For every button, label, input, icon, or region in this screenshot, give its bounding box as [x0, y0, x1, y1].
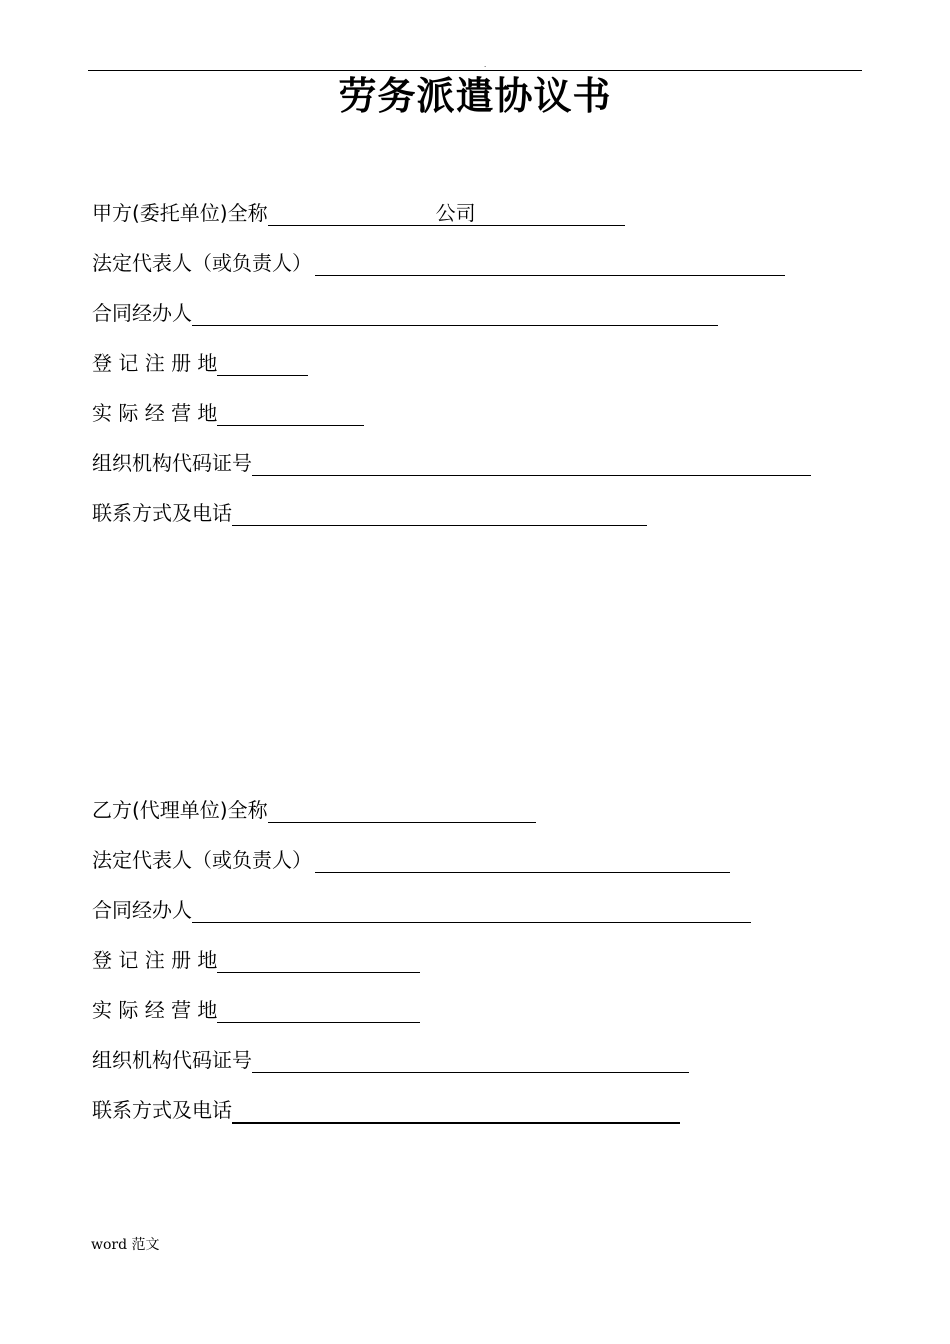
party-a-legal-rep-blank[interactable]	[315, 249, 785, 276]
party-b-legal-rep-label: 法定代表人（或负责人）	[92, 848, 312, 872]
party-a-business-address-field	[92, 399, 892, 449]
party-a-registered-address-field	[92, 349, 892, 399]
party-b-registered-address-field	[92, 946, 892, 996]
party-b-org-code-blank[interactable]	[252, 1046, 689, 1073]
party-a-org-code-label: 组织机构代码证号	[92, 451, 252, 475]
party-a-full-name-value: 公司	[435, 201, 476, 225]
party-a-contact-label: 联系方式及电话	[92, 501, 232, 525]
party-b-contact-label: 联系方式及电话	[92, 1098, 232, 1122]
party-a-contact-field	[92, 499, 892, 549]
party-b-org-code-field	[92, 1046, 892, 1096]
party-a-org-code-field	[92, 449, 892, 499]
party-b-business-address-field	[92, 996, 892, 1046]
party-a-handler-label: 合同经办人	[92, 301, 192, 325]
party-a-org-code-blank[interactable]	[252, 449, 811, 476]
header-dot: .	[484, 61, 487, 69]
party-a-business-address-blank[interactable]	[217, 399, 364, 426]
party-b-handler-field	[92, 896, 892, 946]
party-a-contact-blank[interactable]	[232, 499, 647, 526]
party-b-legal-rep-blank[interactable]	[315, 846, 730, 873]
party-b-full-name-blank[interactable]	[268, 796, 536, 823]
party-a-handler-blank[interactable]	[192, 299, 718, 326]
party-a-legal-rep-field	[92, 249, 892, 299]
party-b-full-name-field	[92, 796, 892, 846]
party-a-business-address-label: 实 际 经 营 地	[92, 401, 218, 425]
party-a-legal-rep-label: 法定代表人（或负责人）	[92, 251, 312, 275]
party-b-contact-blank[interactable]	[232, 1096, 680, 1124]
party-b-business-address-blank[interactable]	[217, 996, 420, 1023]
party-a-full-name-field	[92, 199, 892, 249]
party-b-legal-rep-field	[92, 846, 892, 896]
party-b-handler-label: 合同经办人	[92, 898, 192, 922]
party-b-handler-blank[interactable]	[192, 896, 751, 923]
page-footer: word 范文	[91, 1237, 160, 1253]
party-a-registered-address-blank[interactable]	[217, 349, 308, 376]
party-a-full-name-label: 甲方(委托单位)全称	[92, 201, 268, 225]
party-a-registered-address-label: 登 记 注 册 地	[92, 351, 218, 375]
party-b-full-name-label: 乙方(代理单位)全称	[92, 798, 268, 822]
party-a-handler-field	[92, 299, 892, 349]
party-b-registered-address-blank[interactable]	[217, 946, 420, 973]
party-b-business-address-label: 实 际 经 营 地	[92, 998, 218, 1022]
party-b-contact-field	[92, 1096, 892, 1146]
party-b-section	[92, 796, 892, 1146]
document-title: 劳务派遣协议书	[338, 74, 612, 118]
party-a-section	[92, 199, 892, 549]
party-b-registered-address-label: 登 记 注 册 地	[92, 948, 218, 972]
party-a-full-name-blank[interactable]	[268, 199, 625, 226]
party-b-org-code-label: 组织机构代码证号	[92, 1048, 252, 1072]
